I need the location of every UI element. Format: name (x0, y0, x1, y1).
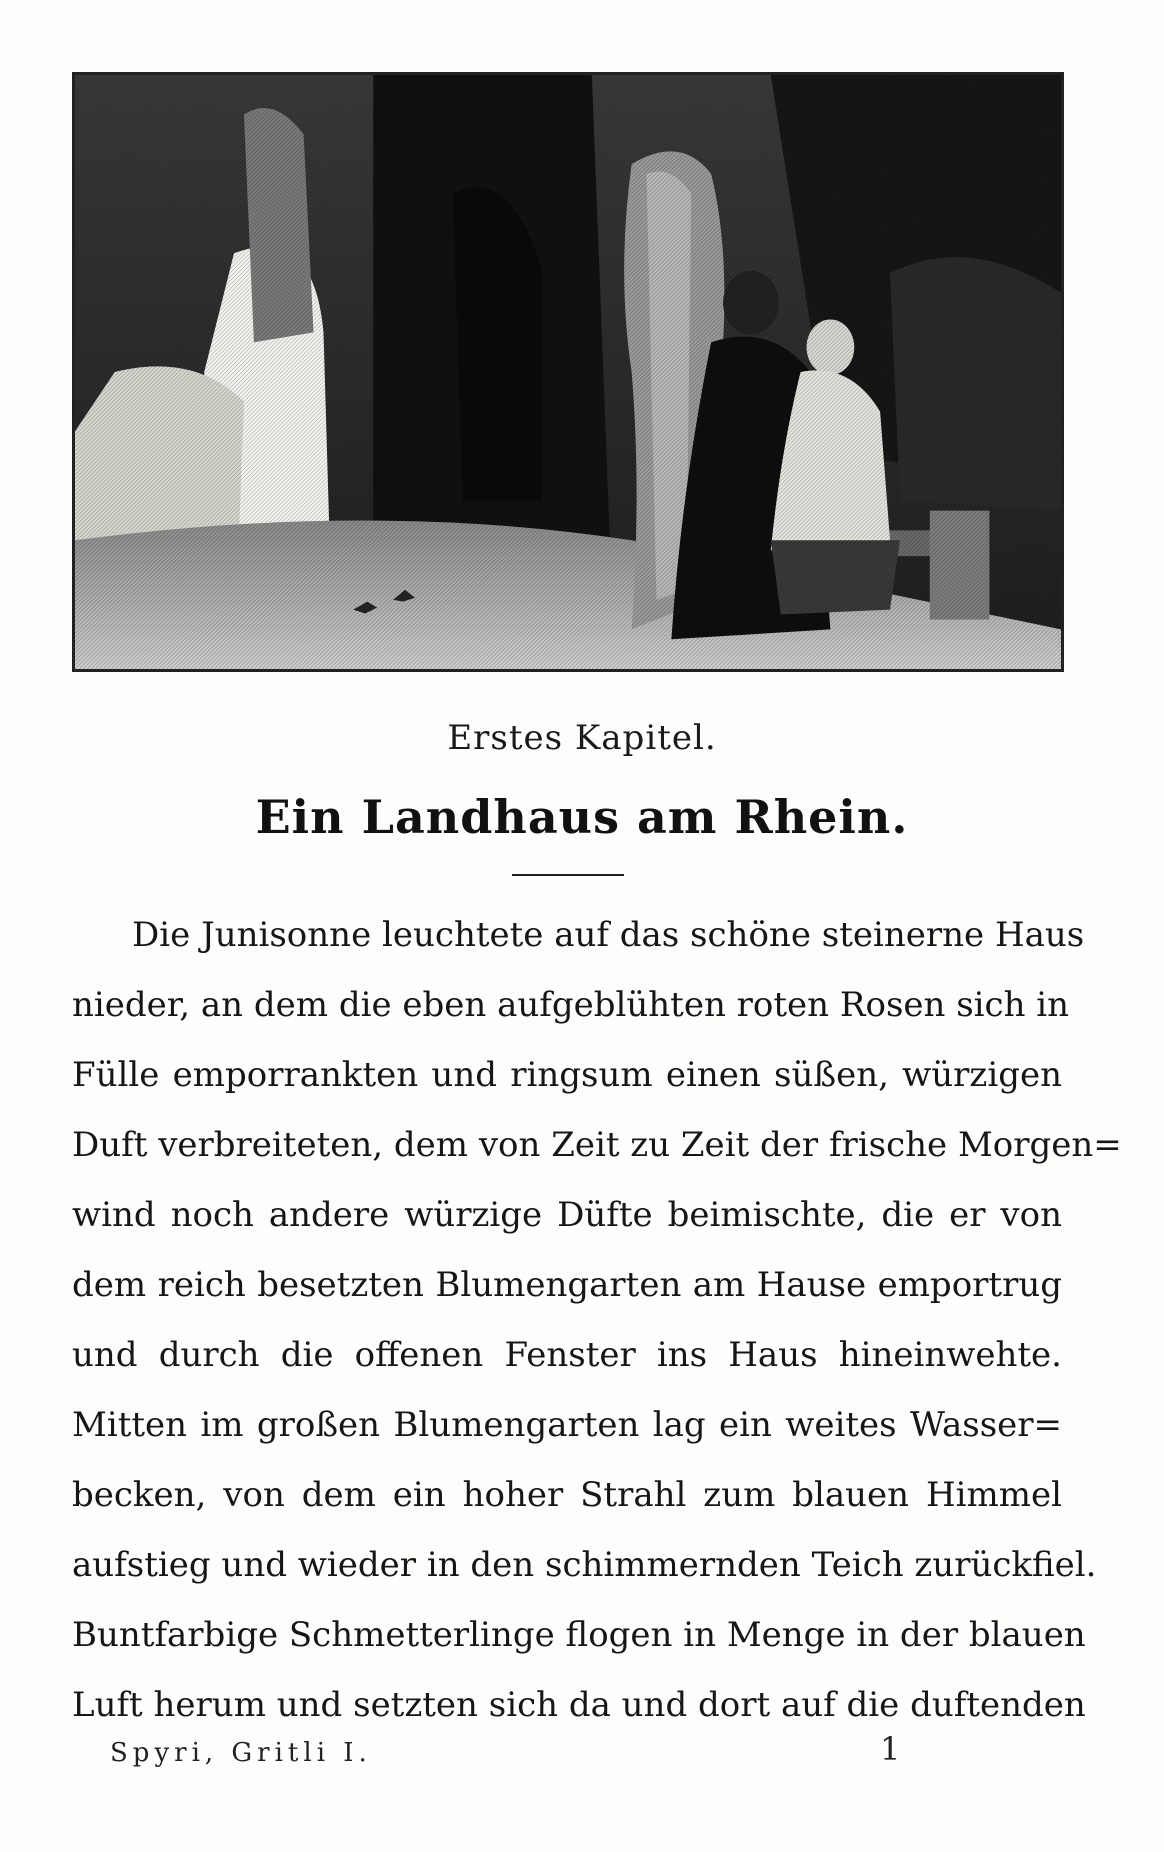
chapter-title: Ein Landhaus am Rhein. (255, 790, 909, 844)
text-line: wind noch andere würzige Düfte beimischte, die er von (72, 1195, 1062, 1235)
text-line: und durch die offenen Fenster ins Haus hineinwehte. (72, 1335, 1062, 1375)
text-line: Luft herum und setzten sich da und dort auf die duftenden (72, 1685, 1086, 1725)
chapter-illustration (72, 72, 1064, 672)
text-line: Duft verbreiteten, dem von Zeit zu Zeit der frische Morgen= (72, 1125, 1122, 1165)
text-line: Die Junisonne leuchtete auf das schöne steinerne Haus (132, 915, 1085, 955)
page-number: 1 (880, 1730, 901, 1768)
forest-scene-image (75, 75, 1061, 669)
body-text (72, 900, 1122, 1740)
text-line: Buntfarbige Schmetterlinge flogen in Menge in der blauen (72, 1615, 1086, 1655)
text-line: aufstieg und wieder in den schimmernden Teich zurückfiel. (72, 1545, 1097, 1585)
chapter-label: Erstes Kapitel. (447, 718, 717, 758)
text-line: dem reich besetzten Blumengarten am Hause emportrug (72, 1265, 1062, 1305)
text-line: Mitten im großen Blumengarten lag ein weites Wasser= (72, 1405, 1062, 1445)
text-line: nieder, an dem die eben aufgeblühten roten Rosen sich in (72, 985, 1070, 1025)
title-divider (512, 874, 624, 876)
text-line: Fülle emporrankten und ringsum einen süßen, würzigen (72, 1055, 1062, 1095)
text-line: becken, von dem ein hoher Strahl zum blauen Himmel (72, 1475, 1062, 1515)
footer-signature: Spyri, Gritli I. (110, 1738, 372, 1768)
